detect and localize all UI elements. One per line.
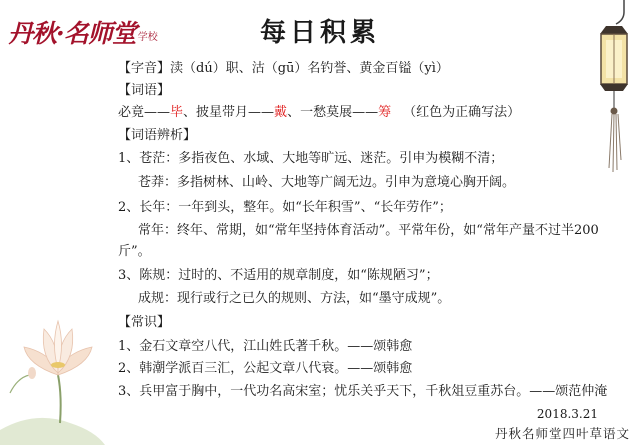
distinguish-item: 常年：终年、常期，如“常年坚持体育活动”。平常年份，如“常年产量不过半200: [138, 223, 599, 238]
lantern-icon: [588, 0, 640, 175]
distinguish-item: 成规：现行或行之已久的规则、方法，如“墨守成规”。: [138, 291, 451, 306]
page-title: 每日积累: [259, 18, 380, 48]
knowledge-item: 1、金石文章空八代，江山姓氏著千秋。——颂韩愈: [118, 339, 413, 354]
words-a-correct: 毕: [170, 105, 184, 120]
brand-sub: 学校: [137, 32, 158, 43]
knowledge-item: 2、韩潮学派百三汇，公起文章八代衰。——颂韩愈: [118, 361, 413, 376]
footer-org: 丹秋名师堂四叶草语文: [494, 426, 630, 441]
distinguish-item: 2、长年：一年到头，整年。如“长年积雪”、“长年劳作”；: [118, 200, 452, 215]
words-note: （红色为正确写法）: [403, 105, 521, 120]
words-line: [118, 104, 520, 122]
knowledge-heading: 【常识】: [118, 315, 171, 330]
words-b-correct: 戴: [274, 105, 288, 120]
distinguish-item: 斤”。: [118, 244, 151, 259]
words-c: 、一愁莫展——: [287, 105, 379, 120]
pronunciation-text: 渎（dú）职、沽（gū）名钓誉、黄金百镒（yì）: [170, 61, 449, 76]
knowledge-item: 3、兵甲富于胸中，一代功名高宋室；忧乐关乎天下，千秋俎豆重苏台。——颂范仲淹: [118, 384, 608, 399]
lotus-icon: [0, 305, 120, 445]
distinguish-item: 3、陈规：过时的、不适用的规章制度，如“陈规陋习”；: [118, 268, 439, 283]
distinguish-item: 苍莽：多指树林、山岭、大地等广阔无边。引申为意境心胸开阔。: [138, 175, 516, 190]
pronunciation-heading: 【字音】: [118, 61, 171, 76]
words-heading: 【词语】: [118, 83, 171, 98]
words-a: 必竟——: [118, 105, 171, 120]
words-c-correct: 筹: [378, 105, 392, 120]
distinguish-heading: 【词语辨析】: [118, 128, 197, 143]
words-b: 、披星带月——: [183, 105, 275, 120]
footer-date: 2018.3.21: [536, 407, 598, 421]
pronunciation-line: [118, 60, 449, 78]
brand-name: 丹秋·名师堂: [8, 19, 136, 48]
distinguish-item: 1、苍茫：多指夜色、水域、大地等旷远、迷茫。引申为模糊不清；: [118, 151, 504, 166]
